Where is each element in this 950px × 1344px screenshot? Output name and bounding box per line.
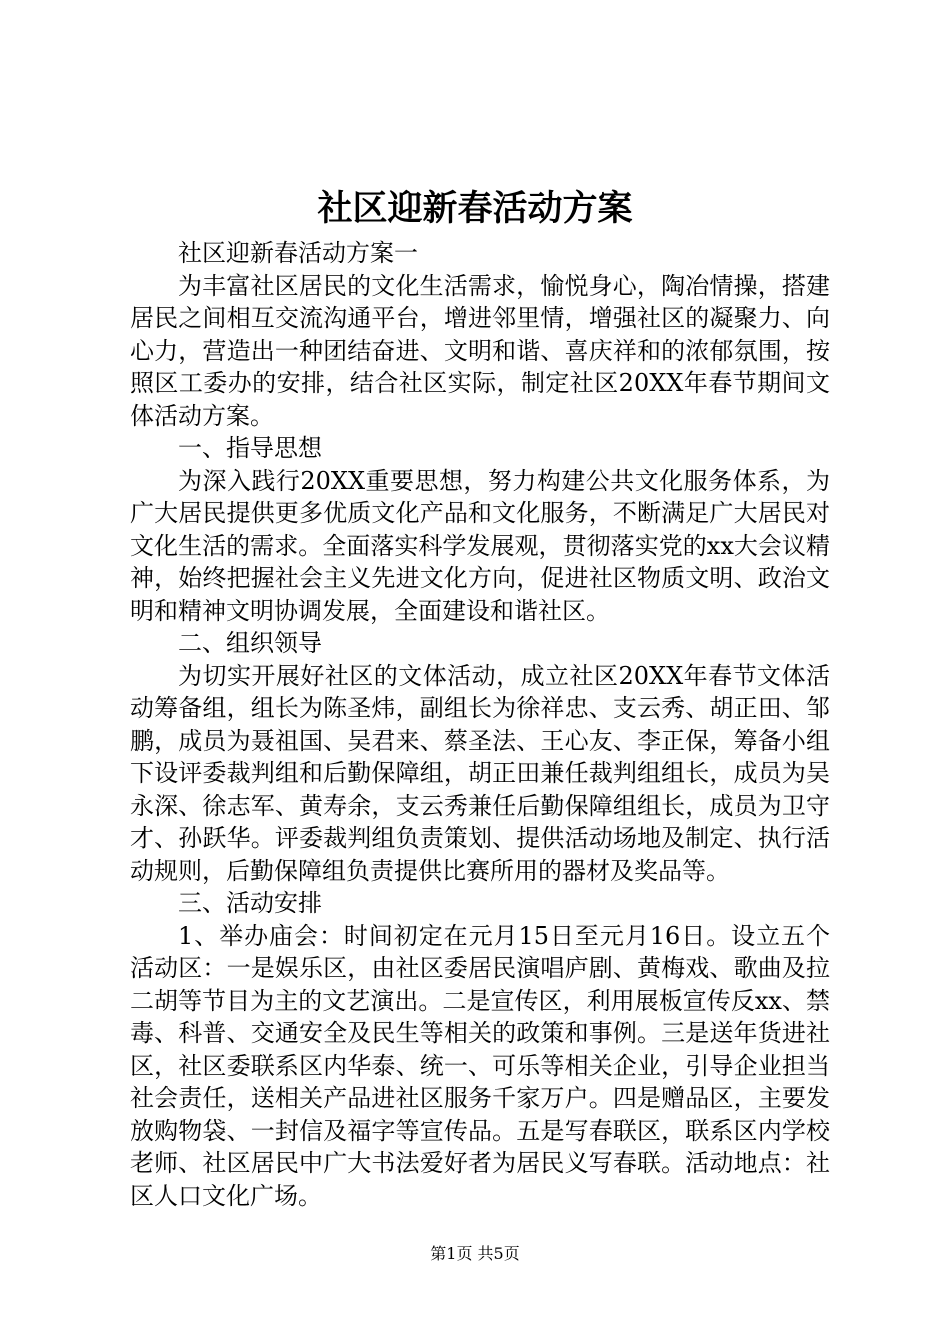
organization-paragraph: 为切实开展好社区的文体活动，成立社区20XX年春节文体活动筹备组，组长为陈圣炜，副组长为徐祥忠、支云秀、胡正田、邹鹏，成员为聂祖国、吴君来、蔡圣法、王心友、李正保，筹备小组下设评委裁判组和后勤保障组，胡正田兼任裁判组组长，成员为吴永深、徐志军、黄寿余，支云秀兼任后勤保障组组长，成员为卫守才、孙跃华。评委裁判组负责策划、提供活动场地及制定、执行活动规则，后勤保障组负责提供比赛所用的器材及奖品等。	[130, 661, 830, 885]
document-body	[130, 237, 830, 1212]
activities-paragraph: 1、举办庙会：时间初定在元月15日至元月16日。设立五个活动区：一是娱乐区，由社区委居民演唱庐剧、黄梅戏、歌曲及拉二胡等节目为主的文艺演出。二是宣传区，利用展板宣传反xx、禁毒、科普、交通安全及民生等相关的政策和事例。三是送年货进社区，社区委联系区内华泰、统一、可乐等相关企业，引导企业担当社会责任，送相关产品进社区服务千家万户。四是赠品区，主要发放购物袋、一封信及福字等宣传品。五是写春联区，联系区内学校老师、社区居民中广大书法爱好者为居民义写春联。活动地点：社区人口文化广场。	[130, 921, 830, 1210]
page-indicator: 第1页 共5页	[430, 1244, 520, 1263]
section-heading-guiding-thought: 一、指导思想	[178, 434, 322, 462]
section-heading-organization: 二、组织领导	[178, 629, 322, 657]
document-title: 社区迎新春活动方案	[317, 188, 633, 229]
section-heading-activities: 三、活动安排	[178, 889, 322, 917]
intro-paragraph: 为丰富社区居民的文化生活需求，愉悦身心，陶冶情操，搭建居民之间相互交流沟通平台，增进邻里情，增强社区的凝聚力、向心力，营造出一种团结奋进、文明和谐、喜庆祥和的浓郁氛围，按照区工委办的安排，结合社区实际，制定社区20XX年春节期间文体活动方案。	[130, 271, 830, 430]
subtitle-paragraph: 社区迎新春活动方案一	[178, 239, 418, 267]
guiding-thought-paragraph: 为深入践行20XX重要思想，努力构建公共文化服务体系，为广大居民提供更多优质文化产品和文化服务，不断满足广大居民对文化生活的需求。全面落实科学发展观，贯彻落实党的xx大会议精神，始终把握社会主义先进文化方向，促进社区物质文明、政治文明和精神文明协调发展，全面建设和谐社区。	[130, 466, 830, 625]
